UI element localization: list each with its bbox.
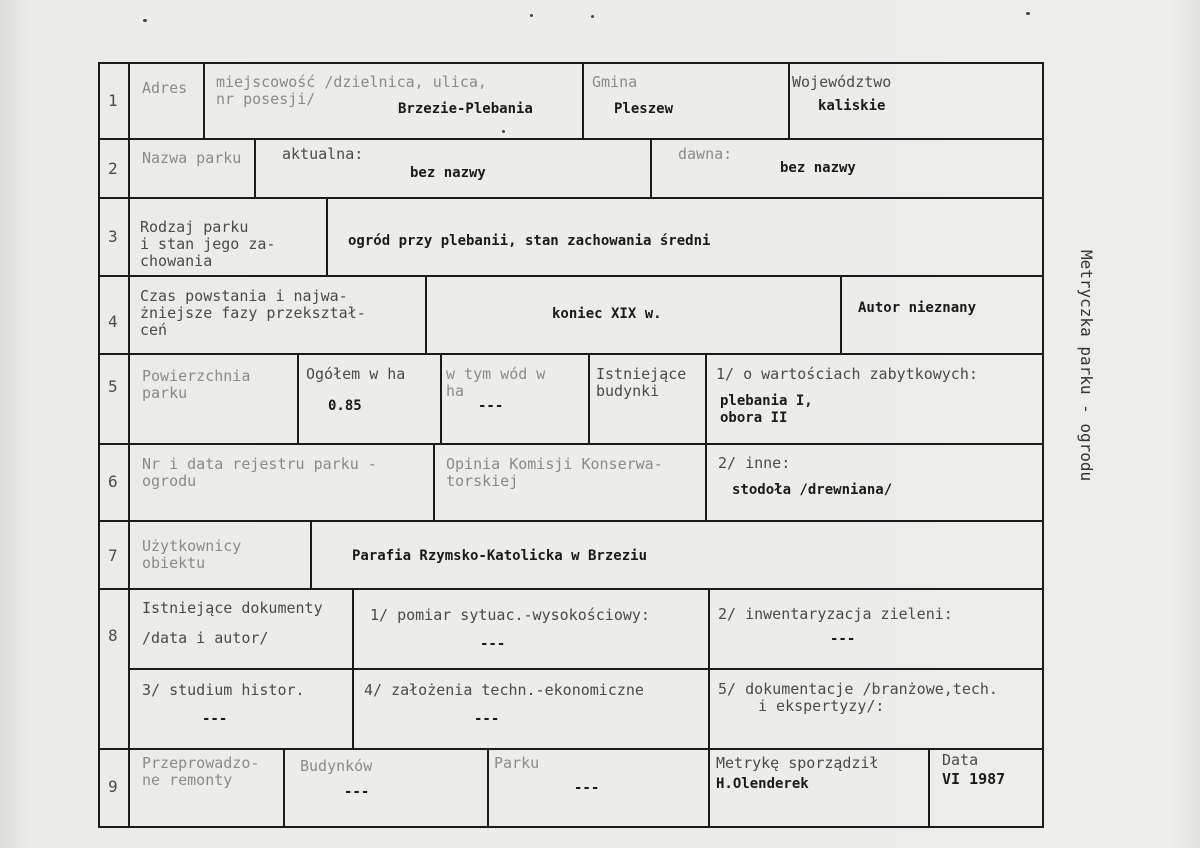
remonty-label: Przeprowadzo- <box>142 754 260 772</box>
studium-label: 3/ studium histor. <box>142 681 305 699</box>
parku-value: --- <box>574 780 600 796</box>
opinia-komisji-label: torskiej <box>446 472 519 490</box>
adres-label: Adres <box>142 79 188 97</box>
row-number: 1 <box>108 91 118 110</box>
row-number: 3 <box>108 227 118 246</box>
cell-divider <box>928 749 930 828</box>
row-divider <box>98 588 1044 590</box>
number-column-divider <box>128 62 130 828</box>
inne-label: 2/ inne: <box>718 454 791 472</box>
gmina-value: Pleszew <box>614 101 674 117</box>
dawna-label: dawna: <box>678 145 733 163</box>
czas-powstania-label: Czas powstania i najwa- <box>140 287 348 305</box>
pomiar-label: 1/ pomiar sytuac.-wysokościowy: <box>370 606 650 624</box>
inwentaryzacja-value: --- <box>830 631 856 647</box>
gmina-label: Gmina <box>592 73 638 91</box>
inwentaryzacja-label: 2/ inwentaryzacja zieleni: <box>718 605 953 623</box>
studium-value: --- <box>202 711 228 727</box>
zalozenia-label: 4/ założenia techn.-ekonomiczne <box>364 681 644 699</box>
uzytkownicy-label: obiektu <box>142 554 206 572</box>
budynkow-value: --- <box>344 784 370 800</box>
wojewodztwo-value: kaliskie <box>818 98 886 114</box>
rodzaj-parku-value: ogród przy plebanii, stan zachowania średni <box>348 233 711 249</box>
miejscowosc-label: miejscowość /dzielnica, ulica, <box>216 73 487 91</box>
cell-divider <box>440 354 442 444</box>
autor-value: Autor nieznany <box>858 300 977 316</box>
cell-divider <box>705 444 707 521</box>
wartosci-zabytkowe-label: 1/ o wartościach zabytkowych: <box>716 365 978 383</box>
cell-divider <box>352 589 354 749</box>
cell-divider <box>708 749 710 828</box>
dokumentacje-label: 5/ dokumentacje /branżowe,tech. <box>718 680 998 698</box>
zalozenia-value: --- <box>474 711 500 727</box>
row-number: 9 <box>108 777 118 796</box>
rejestr-label: Nr i data rejestru parku - <box>142 455 377 473</box>
scan-speck <box>1026 12 1030 15</box>
row-divider <box>98 748 1044 750</box>
row-number: 8 <box>108 626 118 645</box>
row-number: 4 <box>108 312 118 331</box>
row-number: 7 <box>108 546 118 565</box>
istniejace-dokumenty-label: Istniejące dokumenty <box>142 599 323 617</box>
cell-divider <box>588 354 590 444</box>
cell-divider <box>433 444 435 521</box>
form-frame <box>98 62 1044 828</box>
rodzaj-parku-label: i stan jego za- <box>140 235 276 253</box>
row-number: 5 <box>108 377 118 396</box>
cell-divider <box>326 198 328 276</box>
scan-speck <box>143 19 147 22</box>
row-subdivider <box>128 668 1044 670</box>
cell-divider <box>283 749 285 828</box>
uzytkownicy-label: Użytkownicy <box>142 537 242 555</box>
aktualna-value: bez nazwy <box>410 165 486 181</box>
cell-divider <box>705 354 707 444</box>
data-value: VI 1987 <box>942 770 1006 788</box>
cell-divider <box>582 62 584 139</box>
wod-value: --- <box>478 398 504 414</box>
istniejace-budynki-label: Istniejące <box>596 365 687 383</box>
cell-divider <box>203 62 205 139</box>
row-divider <box>98 443 1044 445</box>
cell-divider <box>310 521 312 589</box>
ogolem-label: Ogółem w ha <box>306 365 406 383</box>
cell-divider <box>297 354 299 444</box>
cell-divider <box>708 589 710 749</box>
miejscowosc-value: Brzezie-Plebania <box>398 101 533 117</box>
parku-label: Parku <box>494 754 540 772</box>
rejestr-label: ogrodu <box>142 472 197 490</box>
data-label: Data <box>942 751 979 769</box>
side-title: Metryczka parku - ogrodu <box>1077 250 1096 482</box>
rodzaj-parku-label: Rodzaj parku <box>140 218 249 236</box>
opinia-komisji-label: Opinia Komisji Konserwa- <box>446 455 663 473</box>
nazwa-parku-label: Nazwa parku <box>142 149 242 167</box>
metryke-sporzadzil-value: H.Olenderek <box>716 776 809 792</box>
remonty-label: ne remonty <box>142 771 233 789</box>
row-divider <box>98 275 1044 277</box>
scan-speck <box>530 14 533 17</box>
metryke-sporzadzil-label: Metrykę sporządził <box>716 754 879 772</box>
istniejace-dokumenty-label: /data i autor/ <box>142 629 269 647</box>
row-divider <box>98 197 1044 199</box>
cell-divider <box>425 276 427 354</box>
cell-divider <box>840 276 842 354</box>
powierzchnia-label: parku <box>142 384 188 402</box>
dokumentacje-label: i ekspertyzy/: <box>758 697 885 715</box>
czas-powstania-label: żniejsze fazy przekształ- <box>140 304 366 322</box>
row-divider <box>98 138 1044 140</box>
wartosci-zabytkowe-value: obora II <box>720 410 788 426</box>
inne-value: stodoła /drewniana/ <box>732 482 893 498</box>
row-divider <box>98 520 1044 522</box>
cell-divider <box>788 62 790 139</box>
dawna-value: bez nazwy <box>780 160 856 176</box>
budynkow-label: Budynków <box>300 757 373 775</box>
wod-label: w tym wód w <box>446 365 546 383</box>
pomiar-value: --- <box>480 636 506 652</box>
row-number: 6 <box>108 472 118 491</box>
cell-divider <box>650 139 652 198</box>
row-divider <box>98 353 1044 355</box>
cell-divider <box>254 139 256 198</box>
miejscowosc-label: nr posesji/ <box>216 90 316 108</box>
powierzchnia-label: Powierzchnia <box>142 367 251 385</box>
wartosci-zabytkowe-value: plebania I, <box>720 393 813 409</box>
istniejace-budynki-label: budynki <box>596 382 660 400</box>
wod-label: ha <box>446 382 465 400</box>
row-number: 2 <box>108 159 118 178</box>
scan-speck <box>591 15 594 18</box>
wojewodztwo-label: Województwo <box>792 73 892 91</box>
uzytkownicy-value: Parafia Rzymsko-Katolicka w Brzeziu <box>352 548 648 564</box>
aktualna-label: aktualna: <box>282 145 364 163</box>
rodzaj-parku-label: chowania <box>140 252 213 270</box>
czas-powstania-label: ceń <box>140 321 168 339</box>
scan-speck <box>502 130 505 133</box>
czas-powstania-value: koniec XIX w. <box>552 306 662 322</box>
ogolem-value: 0.85 <box>328 398 362 414</box>
cell-divider <box>487 749 489 828</box>
